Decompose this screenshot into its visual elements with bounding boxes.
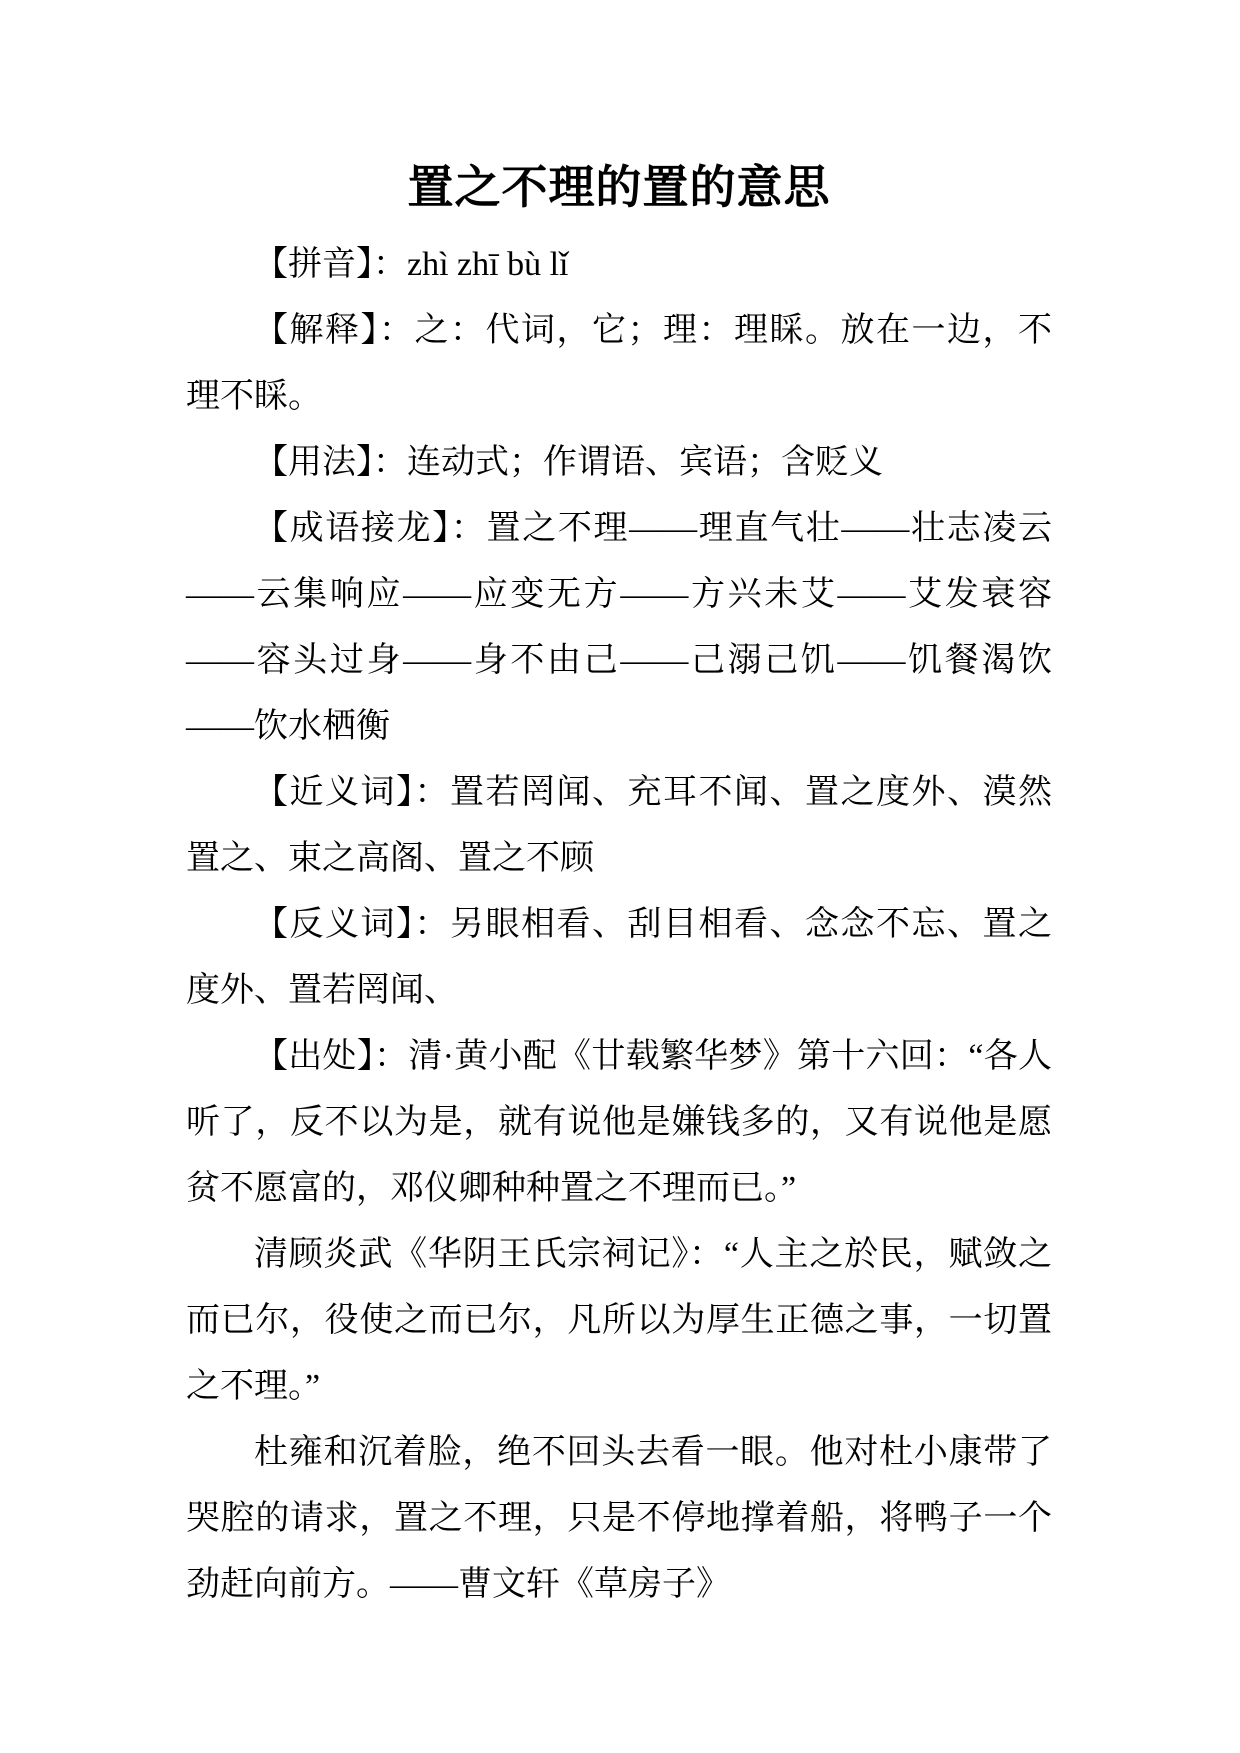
paragraph-quote-guyanwu: 清顾炎武《华阴王氏宗祠记》：“人主之於民，赋敛之而已尔，役使之而已尔，凡所以为厚生正德之事，一切置之不理。” [186,1236,1052,1405]
document-title: 置之不理的置的意思 [407,161,831,213]
paragraph-explanation: 【解释】：之：代词，它；理：理睬。放在一边，不理不睬。 [186,312,1052,415]
document-body [186,232,1052,1618]
paragraph-usage: 【用法】：连动式；作谓语、宾语；含贬义 [254,444,883,481]
paragraph-synonyms: 【近义词】：置若罔闻、充耳不闻、置之度外、漠然置之、束之高阁、置之不顾 [186,774,1052,877]
paragraph-idiom-chain: 【成语接龙】：置之不理——理直气壮——壮志凌云——云集响应——应变无方——方兴未艾——艾发衰容——容头过身——身不由己——己溺己饥——饥餐渴饮——饮水栖衡 [186,510,1052,745]
paragraph-source: 【出处】：清·黄小配《廿载繁华梦》第十六回：“各人听了，反不以为是，就有说他是嫌钱多的，又有说他是愿贫不愿富的，邓仪卿种种置之不理而已。” [186,1038,1052,1207]
paragraph-example-caowenxuan: 杜雍和沉着脸，绝不回头去看一眼。他对杜小康带了哭腔的请求，置之不理，只是不停地撑着船，将鸭子一个劲赶向前方。——曹文轩《草房子》 [186,1434,1052,1603]
paragraph-antonyms: 【反义词】：另眼相看、刮目相看、念念不忘、置之度外、置若罔闻、 [186,906,1052,1009]
paragraph-pinyin: 【拼音】：zhì zhī bù lǐ [254,246,569,283]
